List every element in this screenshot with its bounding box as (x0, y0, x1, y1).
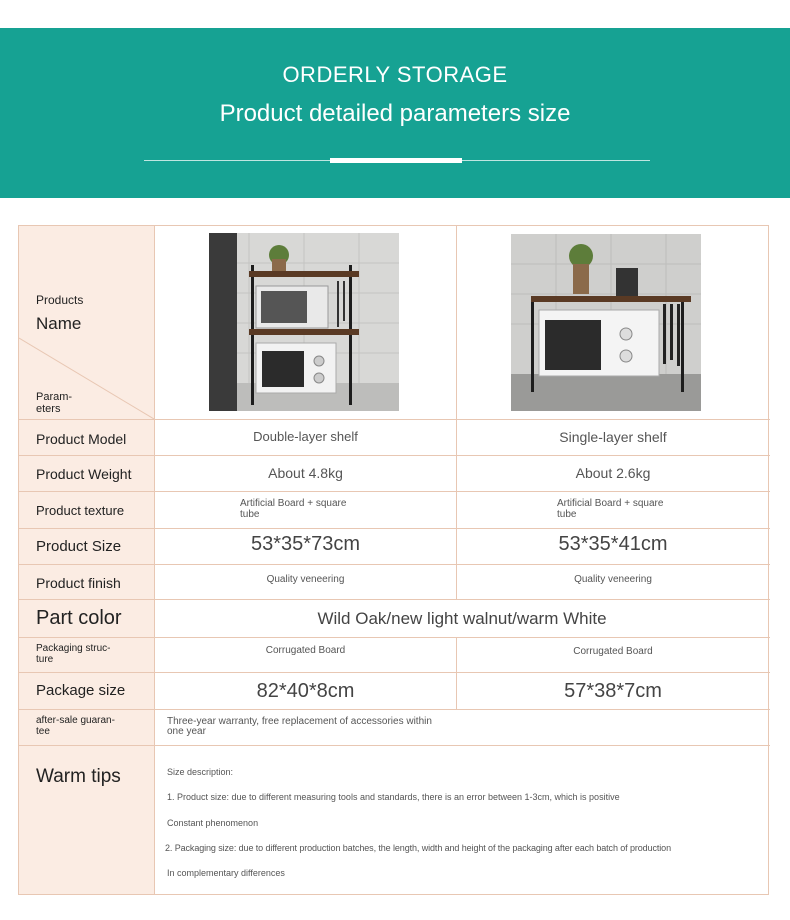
model-b: Single-layer shelf (559, 429, 667, 445)
parameters-table (18, 225, 769, 895)
banner-subtitle: Product detailed parameters size (219, 100, 571, 127)
tips-line-2: 1. Product size: due to different measuring tools and standards, there is an error between 1-3cm, which is positive (167, 792, 620, 802)
label-packaging-structure: Packaging struc- ture (36, 643, 111, 665)
size-b: 53*35*41cm (558, 533, 668, 555)
double-layer-shelf-image (209, 233, 399, 411)
header-products: Products (36, 293, 84, 307)
tips-line-4: 2. Packaging size: due to different production batches, the length, width and height of the packaging after each batch of production (165, 843, 671, 853)
label-product-finish: Product finish (36, 575, 121, 591)
label-part-color: Part color (36, 607, 122, 629)
weight-b: About 2.6kg (575, 465, 651, 481)
label-product-texture: Product texture (36, 503, 125, 518)
label-product-size: Product Size (36, 538, 122, 555)
part-color-value: Wild Oak/new light walnut/warm White (317, 609, 607, 628)
texture-a: Artificial Board + square tube (240, 498, 347, 520)
package-size-b: 57*38*7cm (564, 680, 662, 702)
label-product-weight: Product Weight (36, 466, 132, 482)
tips-line-5: In complementary differences (167, 868, 285, 878)
packaging-b: Corrugated Board (573, 646, 653, 657)
label-package-size: Package size (36, 682, 126, 699)
weight-a: About 4.8kg (268, 465, 343, 481)
header-name: Name (36, 314, 82, 333)
banner-divider-accent (330, 158, 462, 163)
tips-line-3: Constant phenomenon (167, 818, 259, 828)
after-sale-value: Three-year warranty, free replacement of accessories within one year (167, 716, 432, 737)
size-a: 53*35*73cm (251, 533, 360, 555)
tips-line-1: Size description: (167, 767, 234, 777)
single-layer-shelf-image (511, 234, 701, 411)
packaging-a: Corrugated Board (265, 645, 346, 656)
header-banner (0, 28, 790, 198)
banner-title: ORDERLY STORAGE (282, 62, 508, 87)
label-warm-tips: Warm tips (36, 766, 121, 787)
label-after-sale: after-sale guaran- tee (36, 715, 115, 737)
finish-a: Quality veneering (266, 574, 345, 585)
texture-b: Artificial Board + square tube (557, 498, 664, 520)
model-a: Double-layer shelf (253, 429, 358, 444)
package-size-a: 82*40*8cm (256, 680, 355, 702)
header-params: Param- eters (36, 391, 73, 415)
finish-b: Quality veneering (574, 574, 652, 585)
label-product-model: Product Model (36, 431, 127, 447)
